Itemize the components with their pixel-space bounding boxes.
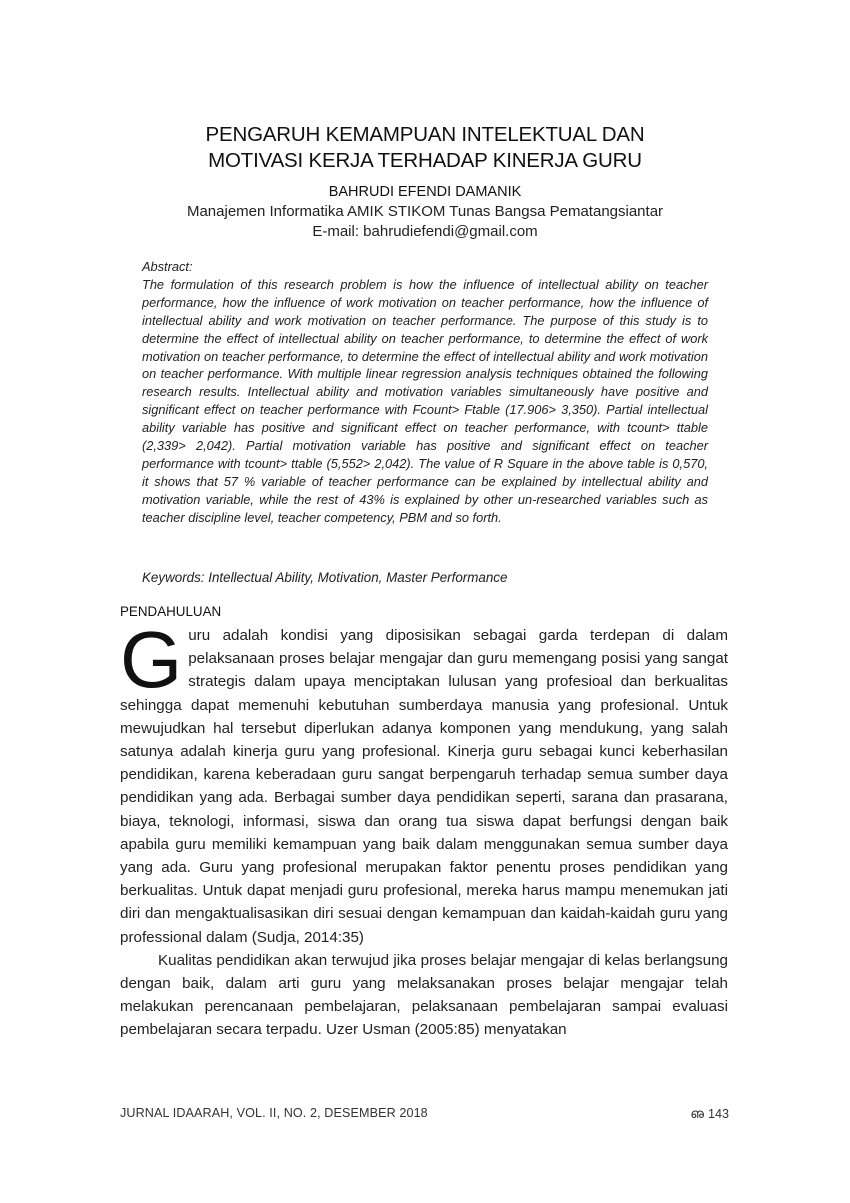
abstract-text: The formulation of this research problem is how the influence of intellectual ability on teacher performance, how the influence of work motivation on teacher performance, how the influence of intellectual ability and work motivation on teacher performance. The purpose of this study is to determine the effect of intellectual ability on teacher performance, to determine the effect of work motivation on teacher performance, to determine the effect of intellectual ability and work motivation on teacher performance. With multiple linear regression analysis techniques obtained the following research results. Intellectual ability and motivation variables simultaneously have positive and significant effect on teacher performance with Fcount> Ftable (17.906> 3,350). Partial intellectual ability variable has positive and significant effect on teacher performance, with tcount> ttable (2,339> 2,042). Partial motivation variable has positive and significant effect on teacher performance with tcount> ttable (5,552> 2,042). The value of R Square in the above table is 0,570, it shows that 57 % variable of teacher performance can be explained by intellectual ability and motivation variable, while the rest of 43% is explained by other un-researched variables such as teacher discipline level, teacher competency, PBM and so forth. (142, 276, 708, 525)
paper-title (120, 122, 730, 174)
footer-journal: JURNAL IDAARAH, VOL. II, NO. 2, DESEMBER 2018 (120, 1106, 428, 1120)
footer-page (690, 1106, 729, 1122)
author-affiliation: Manajemen Informatika AMIK STIKOM Tunas Bangsa Pematangsiantar (186, 203, 664, 220)
ornament-icon: ഌ (690, 1106, 704, 1121)
title-line-1: PENGARUH KEMAMPUAN INTELEKTUAL DAN (205, 123, 645, 146)
abstract-block (142, 258, 708, 527)
body-text (120, 615, 728, 1042)
abstract-label: Abstract: (142, 259, 193, 274)
keywords-line (142, 569, 708, 587)
author-name: BAHRUDI EFENDI DAMANIK (328, 184, 522, 200)
drop-cap: G (120, 615, 183, 704)
section-heading: PENDAHULUAN (120, 604, 222, 619)
title-line-2: MOTIVASI KERJA TERHADAP KINERJA GURU (208, 149, 642, 172)
keywords-text: Intellectual Ability, Motivation, Master Performance (204, 570, 508, 585)
paragraph-2: Kualitas pendidikan akan terwujud jika proses belajar mengajar di kelas berlangsung dengan baik, dalam arti guru yang melaksanakan proses belajar mengajar telah melakukan perencanaan pembelajaran, pelaksanaan pembelajaran sampai evaluasi pembelajaran secara terpadu. Uzer Usman (2005:85) menyatakan (120, 951, 728, 1039)
keywords-label: Keywords: (142, 570, 205, 585)
paragraph-1-text: uru adalah kondisi yang diposisikan sebagai garda terdepan di dalam pelaksanaan proses belajar mengajar dan guru memengang posisi yang sangat strategis dalam upaya menciptakan lulusan yang profesioal dan berkualitas sehingga dapat memenuhi kebutuhan sumberdaya manusia yang profesional. Untuk mewujudkan hal tersebut diperlukan adanya komponen yang mendukung, yang salah satunya adalah kinerja guru yang profesional. Kinerja guru sebagai kunci keberhasilan pendidikan, karena keberadaan guru sangat berpengaruh terhadap semua sumber daya pendidikan yang ada. Berbagai sumber daya pendidikan seperti, sarana dan prasarana, biaya, teknologi, informasi, siswa dan orang tua siswa dapat berfungsi dengan baik apabila guru memiliki kemampuan yang baik dalam menggunakan semua sumber daya yang ada. Guru yang profesional merupakan faktor penentu proses pendidikan yang berkualitas. Untuk dapat menjadi guru profesional, mereka harus mampu menemukan jati diri dan mengaktualisasikan diri sesuai dengan kemampuan dan kaidah-kaidah guru yang professional dalam (Sudja, 2014:35) (120, 627, 728, 946)
paragraph-1 (120, 615, 728, 949)
author-email: E-mail: bahrudiefendi@gmail.com (312, 223, 538, 240)
page-number: 143 (707, 1107, 729, 1121)
